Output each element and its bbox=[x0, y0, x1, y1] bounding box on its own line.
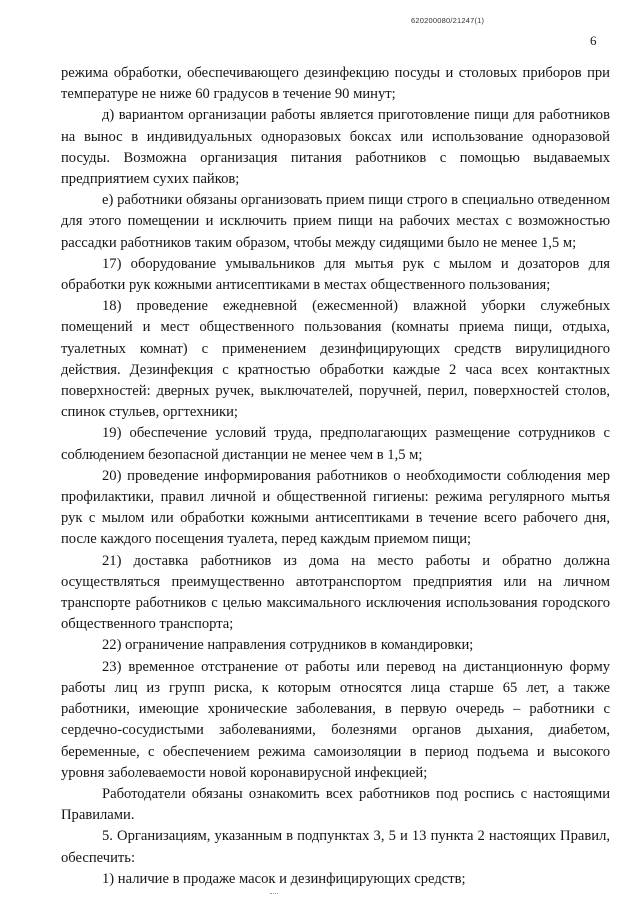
document-body bbox=[61, 63, 610, 890]
paragraph: 20) проведение информирования работников о необходимости соблюдения мер профилактики, правил личной и общественной гигиены: режима регулярного мытья рук с мылом или обработки кожными антисептиками в течение всего рабочего дня, после каждого посещения туалета, перед каждым приемом пищи; bbox=[61, 467, 610, 548]
paragraph: 22) ограничение направления сотрудников в командировки; bbox=[102, 637, 474, 654]
page-number: 6 bbox=[590, 33, 597, 48]
footer-mark bbox=[270, 893, 278, 896]
document-id: 620200080/21247(1) bbox=[411, 16, 485, 25]
paragraph: е) работники обязаны организовать прием пищи строго в специально отведенном для этого помещении и исключить прием пищи на рабочих местах с возможностью рассадки работников таким образом, чтобы между сидящими было не менее 1,5 м; bbox=[61, 192, 610, 251]
paragraph: 21) доставка работников из дома на место работы и обратно должна осуществляться преимущественно автотранспортом предприятия или на личном транспорте работников с целью максимального исключения использования городского общественного транспорта; bbox=[61, 552, 610, 633]
paragraph: 18) проведение ежедневной (ежесменной) влажной уборки служебных помещений и мест общественного пользования (комнаты приема пищи, отдыха, туалетных комнат) с применением дезинфицирующих средств вирулицидного действия. Дезинфекция с кратностью обработки каждые 2 часа всех контактных поверхностей: дверных ручек, выключателей, поручней, перил, поверхностей столов, спинок стульев, оргтехники; bbox=[61, 298, 610, 421]
paragraph: 19) обеспечение условий труда, предполагающих размещение сотрудников с соблюдением безопасной дистанции не менее чем в 1,5 м; bbox=[61, 425, 610, 463]
paragraph: 23) временное отстранение от работы или перевод на дистанционную форму работы лиц из групп риска, к которым относятся лица старше 65 лет, а также работники, имеющие хронические заболевания, в первую очередь – работники с сердечно-сосудистыми заболеваниями, болезнями органов дыхания, диабетом, беременные, с обеспечением режима самоизоляции в период подъема и высокого уровня заболеваемости новой коронавирусной инфекцией; bbox=[61, 658, 610, 781]
paragraph: Работодатели обязаны ознакомить всех работников под роспись с настоящими Правилами. bbox=[61, 785, 610, 824]
paragraph: 17) оборудование умывальников для мытья рук с мылом и дозаторов для обработки рук кожными антисептиками в местах общественного пользования; bbox=[61, 255, 610, 294]
paragraph: 5. Организациям, указанным в подпунктах 3, 5 и 13 пункта 2 настоящих Правил, обеспечить: bbox=[61, 828, 610, 866]
paragraph: 1) наличие в продаже масок и дезинфицирующих средств; bbox=[102, 870, 466, 887]
paragraph: режима обработки, обеспечивающего дезинфекцию посуды и столовых приборов при температуре не ниже 60 градусов в течение 90 минут; bbox=[61, 65, 610, 103]
paragraph: д) вариантом организации работы является приготовление пищи для работников на вынос в индивидуальных одноразовых боксах или использование одноразовой посуды. Возможна организация питания работников с помощью выдаваемых предприятием сухих пайков; bbox=[61, 107, 610, 188]
